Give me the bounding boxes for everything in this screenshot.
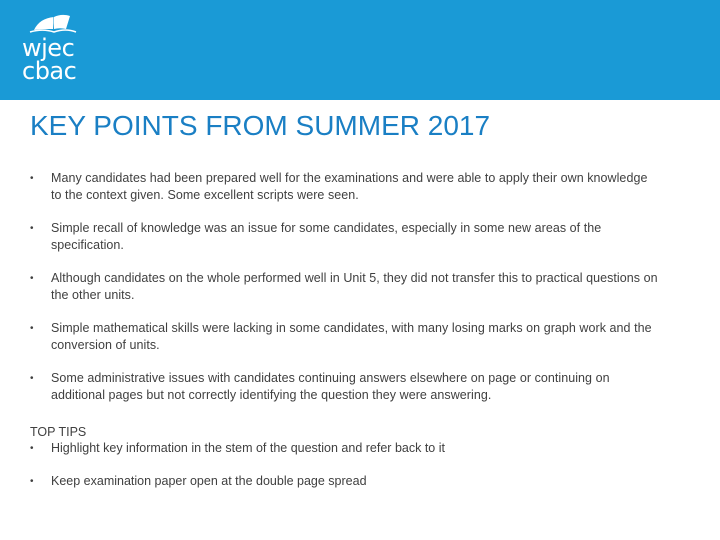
bullet-icon: • — [30, 476, 34, 487]
key-point-text: Many candidates had been prepared well for the examinations and were able to apply their own knowledge to the context given. Some excellent scripts were seen. — [51, 171, 648, 202]
top-tip-2 — [30, 473, 660, 490]
bullet-icon: • — [30, 373, 34, 384]
key-point-2 — [30, 220, 660, 254]
key-point-text: Some administrative issues with candidates continuing answers elsewhere on page or continuing on additional pages but not correctly identifying the question they were answering. — [51, 371, 610, 402]
key-point-text: Simple mathematical skills were lacking in some candidates, with many losing marks on graph work and the conversion of units. — [51, 321, 652, 352]
wjec-cbac-logo — [20, 12, 100, 84]
bullet-icon: • — [30, 173, 34, 184]
key-point-5 — [30, 370, 660, 404]
bullet-icon: • — [30, 273, 34, 284]
top-tips-section — [30, 424, 660, 506]
key-points-list — [30, 170, 660, 420]
top-tips-heading: TOP TIPS — [30, 425, 87, 439]
logo-text-cbac: cbac — [22, 57, 77, 85]
bullet-icon: • — [30, 223, 34, 234]
header-band — [0, 0, 720, 100]
key-point-3 — [30, 270, 660, 304]
key-point-text: Simple recall of knowledge was an issue for some candidates, especially in some new areas of the specification. — [51, 221, 602, 252]
slide-title: KEY POINTS FROM SUMMER 2017 — [30, 110, 491, 141]
top-tip-text: Highlight key information in the stem of the question and refer back to it — [51, 441, 445, 455]
key-point-text: Although candidates on the whole performed well in Unit 5, they did not transfer this to practical questions on the other units. — [51, 271, 658, 302]
bullet-icon: • — [30, 443, 34, 454]
open-book-icon — [20, 12, 100, 36]
key-point-1 — [30, 170, 660, 204]
key-point-4 — [30, 320, 660, 354]
top-tip-1 — [30, 440, 660, 457]
top-tips-list — [30, 440, 660, 490]
logo-text-wjec: wjec — [22, 34, 75, 62]
bullet-icon: • — [30, 323, 34, 334]
top-tip-text: Keep examination paper open at the double page spread — [51, 474, 367, 488]
